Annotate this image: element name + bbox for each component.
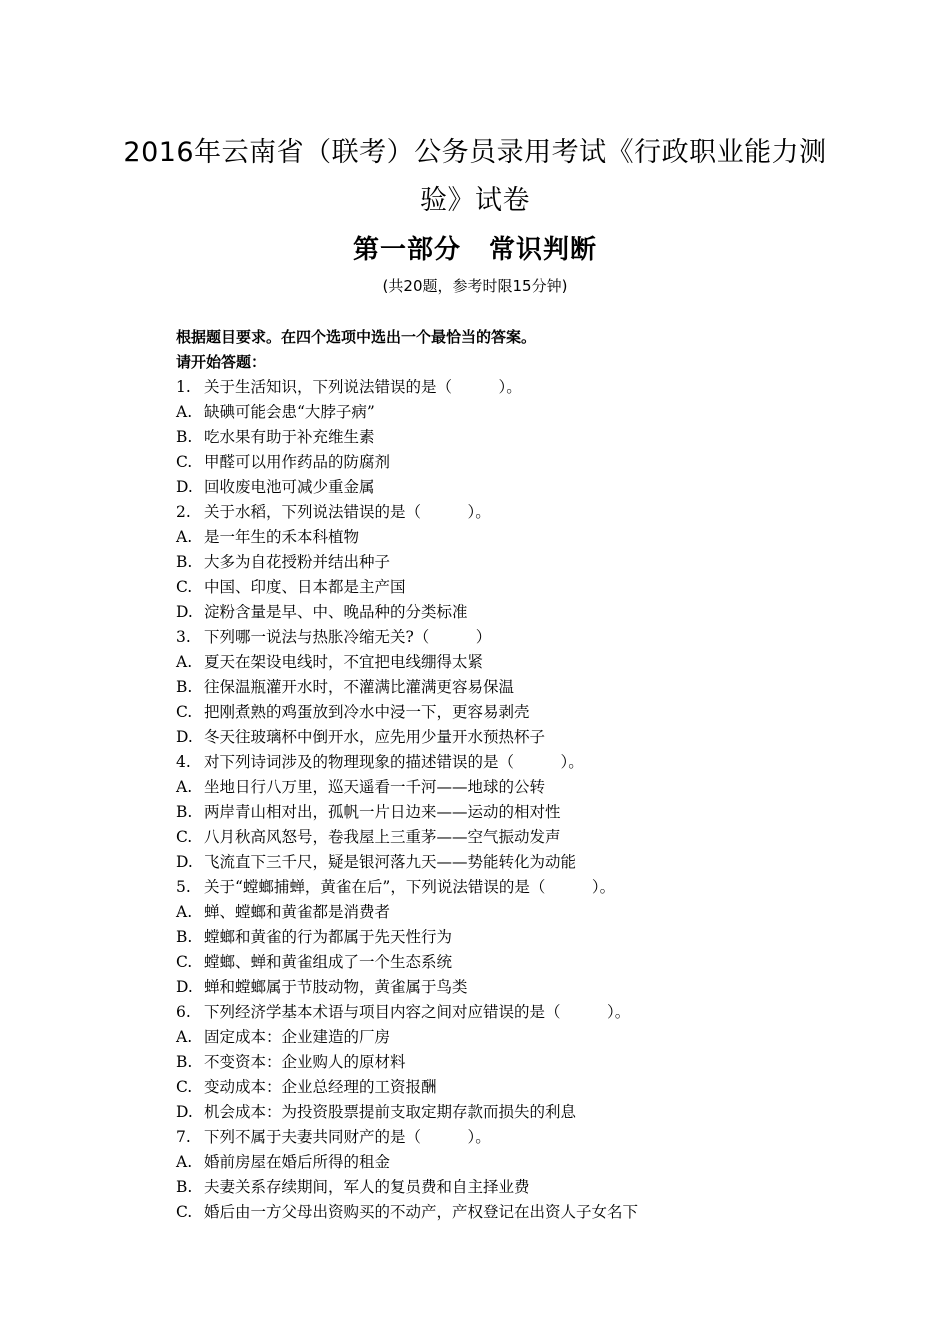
option-text: 夏天在架设电线时，不宜把电线绷得太紧: [204, 653, 484, 671]
option-letter: C.: [176, 1203, 193, 1221]
option-text: 是一年生的禾本科植物: [204, 528, 360, 546]
exam-title-line-1: 2016年云南省（联考）公务员录用考试《行政职业能力测: [123, 137, 827, 168]
option-letter: D.: [176, 978, 193, 996]
answer-option: [176, 600, 876, 625]
question-number: 4.: [176, 753, 191, 771]
question-stem: [176, 625, 876, 650]
question-list: [176, 375, 876, 1225]
question-text: 下列哪一说法与热胀冷缩无关?（ ）: [204, 628, 492, 646]
question-text: 对下列诗词涉及的物理现象的描述错误的是（ ）。: [204, 753, 584, 771]
answer-option: [176, 1200, 876, 1225]
question-stem: [176, 875, 876, 900]
question-text: 下列不属于夫妻共同财产的是（ ）。: [204, 1128, 491, 1146]
option-text: 变动成本：企业总经理的工资报酬: [204, 1078, 437, 1096]
option-text: 冬天往玻璃杯中倒开水，应先用少量开水预热杯子: [204, 728, 546, 746]
option-letter: A.: [176, 1153, 193, 1171]
option-letter: A.: [176, 778, 193, 796]
question-stem: [176, 375, 876, 400]
option-letter: B.: [176, 928, 193, 946]
option-letter: D.: [176, 603, 193, 621]
option-letter: C.: [176, 453, 193, 471]
question-number: 5.: [176, 878, 191, 896]
option-letter: A.: [176, 1028, 193, 1046]
option-letter: A.: [176, 403, 193, 421]
answer-option: [176, 675, 876, 700]
option-letter: B.: [176, 1178, 193, 1196]
option-letter: D.: [176, 1103, 193, 1121]
option-text: 往保温瓶灌开水时，不灌满比灌满更容易保温: [204, 678, 515, 696]
answer-option: [176, 775, 876, 800]
answer-option: [176, 400, 876, 425]
option-text: 吃水果有助于补充维生素: [204, 428, 375, 446]
option-text: 淀粉含量是早、中、晚品种的分类标准: [204, 603, 468, 621]
option-text: 婚前房屋在婚后所得的租金: [204, 1153, 391, 1171]
option-text: 甲醛可以用作药品的防腐剂: [204, 453, 391, 471]
question-stem: [176, 500, 876, 525]
option-letter: B.: [176, 1053, 193, 1071]
option-letter: D.: [176, 853, 193, 871]
option-letter: C.: [176, 578, 193, 596]
answer-option: [176, 700, 876, 725]
answer-option: [176, 950, 876, 975]
option-letter: A.: [176, 653, 193, 671]
option-text: 机会成本：为投资股票提前支取定期存款而损失的利息: [204, 1103, 577, 1121]
exam-title-line-2: 验》试卷: [420, 185, 530, 216]
option-letter: D.: [176, 478, 193, 496]
section-heading: [0, 228, 950, 272]
answer-option: [176, 1075, 876, 1100]
answer-option: [176, 1175, 876, 1200]
option-text: 飞流直下三千尺，疑是银河落九天——势能转化为动能: [204, 853, 577, 871]
instruction-text: 根据题目要求。在四个选项中选出一个最恰当的答案。: [176, 328, 537, 346]
option-letter: A.: [176, 528, 193, 546]
question-text: 关于生活知识，下列说法错误的是（ ）。: [204, 378, 522, 396]
option-letter: D.: [176, 728, 193, 746]
option-letter: C.: [176, 1078, 193, 1096]
question-stem: [176, 1000, 876, 1025]
option-letter: B.: [176, 803, 193, 821]
answer-option: [176, 1050, 876, 1075]
option-text: 把刚煮熟的鸡蛋放到冷水中浸一下，更容易剥壳: [204, 703, 530, 721]
option-text: 大多为自花授粉并结出种子: [204, 553, 391, 571]
option-text: 两岸青山相对出，孤帆一片日边来——运动的相对性: [204, 803, 561, 821]
option-text: 螳螂、蝉和黄雀组成了一个生态系统: [204, 953, 453, 971]
option-text: 中国、印度、日本都是主产国: [204, 578, 406, 596]
answer-option: [176, 550, 876, 575]
option-letter: C.: [176, 953, 193, 971]
option-text: 婚后由一方父母出资购买的不动产，产权登记在出资人子女名下: [204, 1203, 639, 1221]
option-text: 八月秋高风怒号，卷我屋上三重茅——空气振动发声: [204, 828, 561, 846]
question-text: 下列经济学基本术语与项目内容之间对应错误的是（ ）。: [204, 1003, 631, 1021]
option-text: 缺碘可能会患“大脖子病”: [204, 403, 375, 421]
start-label: 请开始答题：: [176, 353, 267, 371]
answer-option: [176, 650, 876, 675]
answer-option: [176, 725, 876, 750]
question-stem: [176, 750, 876, 775]
answer-option: [176, 900, 876, 925]
option-text: 坐地日行八万里，巡天遥看一千河——地球的公转: [204, 778, 546, 796]
answer-option: [176, 1025, 876, 1050]
question-number: 3.: [176, 628, 191, 646]
option-letter: B.: [176, 553, 193, 571]
option-text: 蝉、螳螂和黄雀都是消费者: [204, 903, 391, 921]
option-text: 回收废电池可减少重金属: [204, 478, 375, 496]
option-text: 固定成本：企业建造的厂房: [204, 1028, 391, 1046]
question-text: 关于水稻，下列说法错误的是（ ）。: [204, 503, 491, 521]
option-text: 螳螂和黄雀的行为都属于先天性行为: [204, 928, 453, 946]
question-number: 2.: [176, 503, 191, 521]
option-letter: B.: [176, 678, 193, 696]
section-note: (共20题，参考时限15分钟): [382, 277, 568, 295]
section-name: 常识判断: [489, 235, 598, 265]
question-stem: [176, 1125, 876, 1150]
option-letter: C.: [176, 828, 193, 846]
question-number: 7.: [176, 1128, 191, 1146]
option-text: 不变资本：企业购人的原材料: [204, 1053, 406, 1071]
answer-option: [176, 925, 876, 950]
question-body: [176, 325, 876, 1225]
answer-option: [176, 1150, 876, 1175]
answer-option: [176, 475, 876, 500]
option-letter: C.: [176, 703, 193, 721]
answer-option: [176, 850, 876, 875]
option-text: 蝉和螳螂属于节肢动物，黄雀属于鸟类: [204, 978, 468, 996]
option-text: 夫妻关系存续期间，军人的复员费和自主择业费: [204, 1178, 530, 1196]
option-letter: A.: [176, 903, 193, 921]
question-number: 6.: [176, 1003, 191, 1021]
section-part: 第一部分: [352, 235, 461, 265]
option-letter: B.: [176, 428, 193, 446]
answer-option: [176, 525, 876, 550]
answer-option: [176, 1100, 876, 1125]
answer-option: [176, 575, 876, 600]
answer-option: [176, 425, 876, 450]
answer-option: [176, 975, 876, 1000]
answer-option: [176, 450, 876, 475]
answer-option: [176, 825, 876, 850]
question-number: 1.: [176, 378, 191, 396]
question-text: 关于“螳螂捕蝉，黄雀在后”，下列说法错误的是（ ）。: [204, 878, 616, 896]
answer-option: [176, 800, 876, 825]
